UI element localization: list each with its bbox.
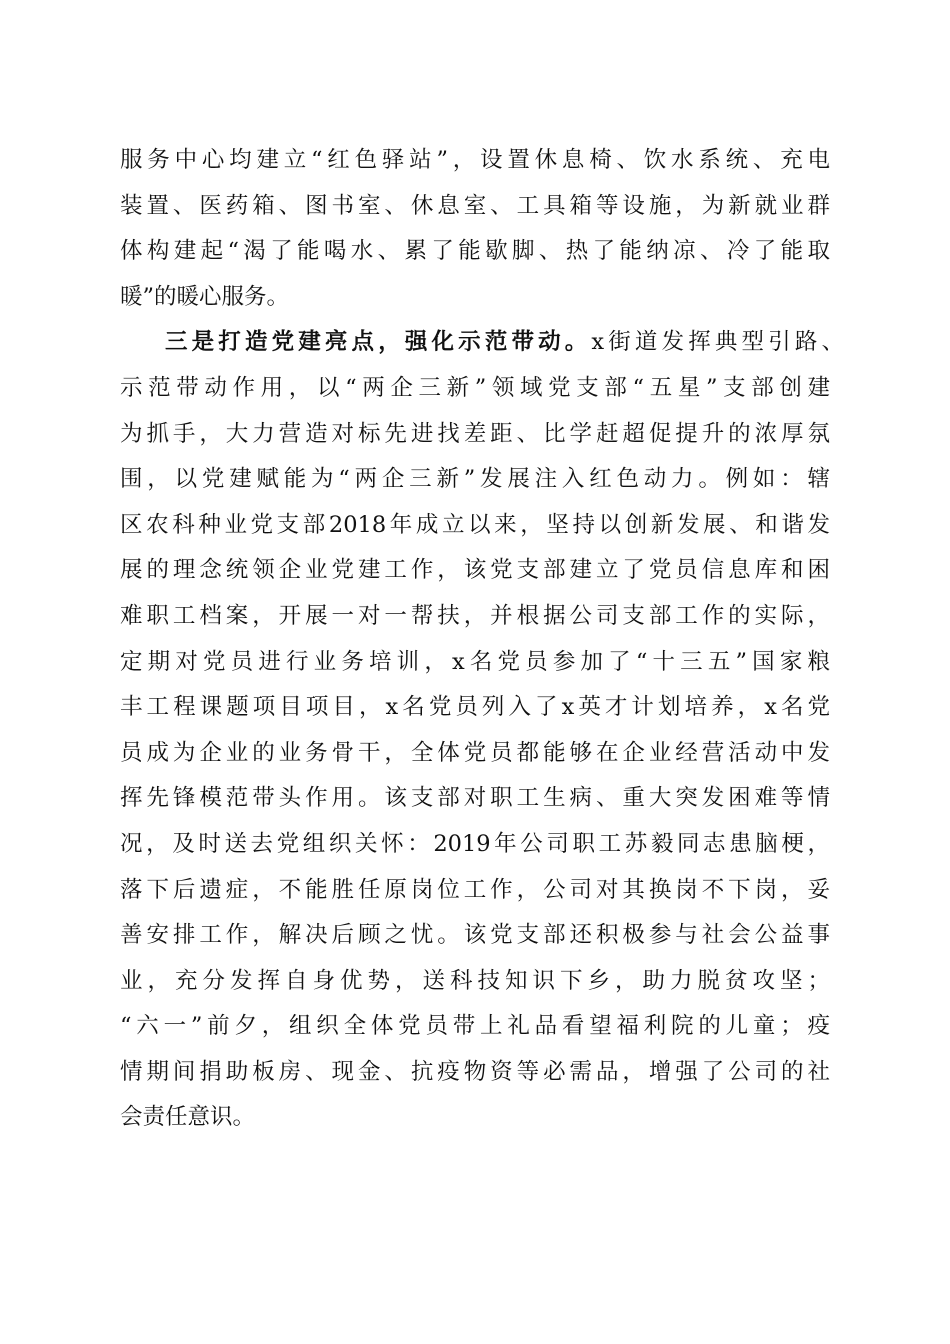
text-line: 善安排工作，解决后顾之忧。该党支部还积极参与社会公益事 [120,922,830,949]
text-line: 暖”的暖心服务。 [120,283,290,310]
text-line: “六一”前夕，组织全体党员带上礼品看望福利院的儿童；疫 [120,1013,830,1040]
text-line: 会责任意识。 [120,1104,256,1131]
text-line: 况，及时送去党组织关怀：2019年公司职工苏毅同志患脑梗， [120,830,830,857]
paragraph-party-building [120,320,844,1141]
text-line: 区农科种业党支部2018年成立以来，坚持以创新发展、和谐发 [120,511,830,538]
text-line: 服务中心均建立“红色驿站”，设置休息椅、饮水系统、充电 [120,147,830,173]
text-line: 定期对党员进行业务培训，x名党员参加了“十三五”国家粮 [120,648,830,675]
text-line: 员成为企业的业务骨干，全体党员都能够在企业经营活动中发 [120,739,830,766]
text-line: 示范带动作用，以“两企三新”领域党支部“五星”支部创建 [120,374,830,401]
text-line: 围，以党建赋能为“两企三新”发展注入红色动力。例如：辖 [120,466,830,493]
paragraph-heading: 三是打造党建亮点，强化示范带动。 [165,329,592,356]
text-line: 业，充分发挥自身优势，送科技知识下乡，助力脱贫攻坚； [120,967,830,994]
text-line: 为抓手，大力营造对标先进找差距、比学赶超促提升的浓厚氛 [120,420,830,447]
heading-line-rest: x街道发挥典型引路、 [591,329,844,356]
text-line: 情期间捐助板房、现金、抗疫物资等必需品，增强了公司的社 [120,1058,830,1085]
text-line: 展的理念统领企业党建工作，该党支部建立了党员信息库和困 [120,557,830,584]
paragraph-facilities [120,138,830,320]
text-line: 丰工程课题项目项目，x名党员列入了x英才计划培养，x名党 [120,694,830,721]
text-line-heading [120,320,844,366]
text-line: 装置、医药箱、图书室、休息室、工具箱等设施，为新就业群 [120,192,830,219]
text-line: 落下后遗症，不能胜任原岗位工作，公司对其换岗不下岗，妥 [120,876,830,903]
text-line: 难职工档案，开展一对一帮扶，并根据公司支部工作的实际， [120,602,830,629]
text-line: 挥先锋模范带头作用。该支部对职工生病、重大突发困难等情 [120,785,830,812]
text-line: 体构建起“渴了能喝水、累了能歇脚、热了能纳凉、冷了能取 [120,238,830,265]
